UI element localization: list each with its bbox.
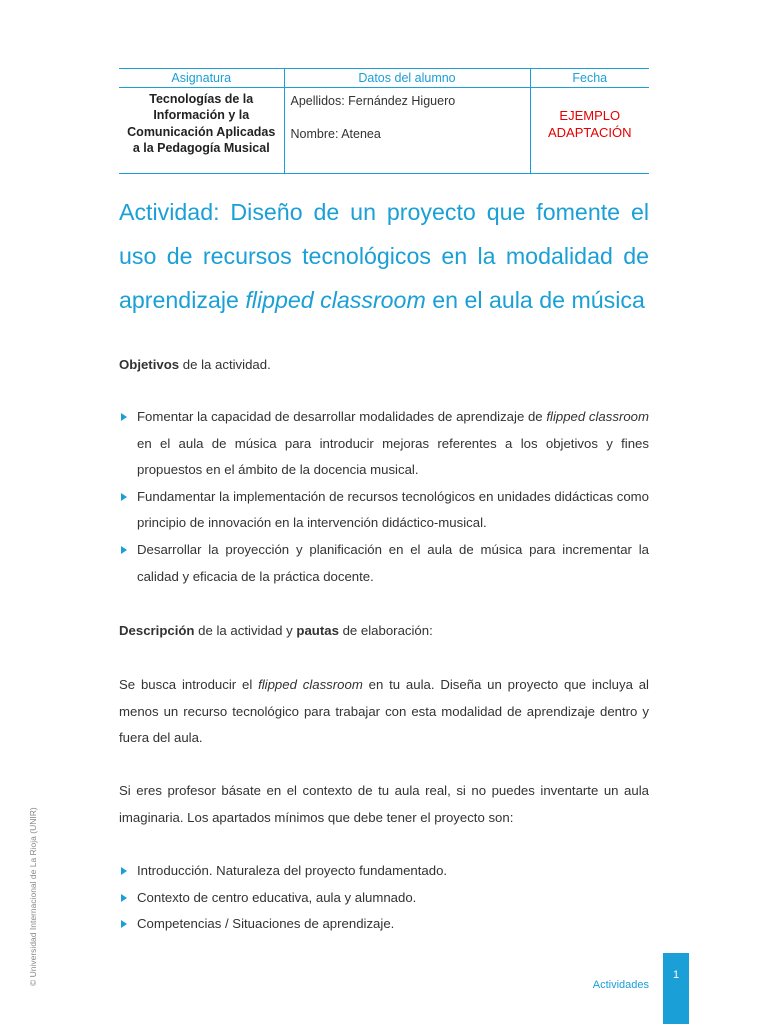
item-text: Fomentar la capacidad de desarrollar modalidades de aprendizaje de xyxy=(137,409,547,424)
title-text: Actividad: Diseño de un proyecto que fomente el uso de recursos tecnológicos en la modalidad de aprendizaje xyxy=(119,199,649,313)
student-cell xyxy=(284,88,530,174)
date-line: ADAPTACIÓN xyxy=(547,125,632,140)
activity-title xyxy=(119,190,649,322)
list-item xyxy=(119,885,649,912)
subject-line: Información y la xyxy=(153,108,250,123)
objectives-heading-bold: Objetivos xyxy=(119,357,180,372)
date-line: EJEMPLO xyxy=(559,108,621,123)
para-text: en tu aula. Diseña un proyecto que incluya al menos un recurso tecnológico para trabajar con esta modalidad de aprendizaje dentro y fuera del aula. xyxy=(119,677,649,746)
description-text: de elaboración: xyxy=(338,623,433,638)
header-col-subject: Asignatura xyxy=(119,69,284,88)
list-item xyxy=(119,537,649,590)
sections-list xyxy=(119,858,649,938)
description-bold: pautas xyxy=(296,623,339,638)
page-number: 1 xyxy=(672,969,680,981)
description-heading xyxy=(119,621,649,641)
objectives-heading xyxy=(119,355,649,375)
list-item xyxy=(119,404,649,484)
para-text: Se busca introducir el xyxy=(119,677,259,692)
title-italic: flipped classroom xyxy=(245,287,426,313)
footer-label: Actividades xyxy=(592,979,649,991)
item-italic: flipped classroom xyxy=(546,409,649,424)
intro-paragraph xyxy=(119,672,649,752)
item-text: Fundamentar la implementación de recursos tecnológicos en unidades didácticas como principio de innovación en la intervención didáctico-musical. xyxy=(137,488,649,531)
list-item xyxy=(119,484,649,537)
list-item xyxy=(119,911,649,938)
para-italic: flipped classroom xyxy=(258,677,363,692)
objectives-list xyxy=(119,404,649,590)
header-table xyxy=(119,68,649,174)
item-text: Introducción. Naturaleza del proyecto fundamentado. xyxy=(137,863,448,878)
date-cell xyxy=(530,88,649,174)
student-name: Nombre: Atenea xyxy=(290,127,381,141)
subject-line: Comunicación Aplicadas xyxy=(127,124,276,139)
header-col-student: Datos del alumno xyxy=(284,69,530,88)
description-text: de la actividad y xyxy=(194,623,297,638)
item-text: en el aula de música para introducir mejoras referentes a los objetivos y fines propuestos en el ámbito de la docencia musical. xyxy=(137,435,649,478)
bullet-triangle-icon xyxy=(121,920,127,928)
list-item xyxy=(119,858,649,885)
header-col-date: Fecha xyxy=(530,69,649,88)
bullet-triangle-icon xyxy=(121,894,127,902)
bullet-triangle-icon xyxy=(121,493,127,501)
item-text: Competencias / Situaciones de aprendizaje. xyxy=(137,916,395,932)
subject-line: a la Pedagogía Musical xyxy=(132,140,270,155)
description-bold: Descripción xyxy=(119,623,195,638)
bullet-triangle-icon xyxy=(121,867,127,875)
bullet-triangle-icon xyxy=(121,546,127,554)
student-surname: Apellidos: Fernández Higuero xyxy=(290,94,456,108)
bullet-triangle-icon xyxy=(121,413,127,421)
page-number-tab xyxy=(663,953,689,1024)
item-text: Contexto de centro educativa, aula y alumnado. xyxy=(137,889,417,905)
objectives-heading-rest: de la actividad. xyxy=(179,357,271,372)
subject-cell xyxy=(119,88,284,174)
subject-line: Tecnologías de la xyxy=(149,92,254,106)
context-paragraph: Si eres profesor básate en el contexto de tu aula real, si no puedes inventarte un aula imaginaria. Los apartados mínimos que debe tener el proyecto son: xyxy=(119,783,649,825)
item-text: Desarrollar la proyección y planificación en el aula de música para incrementar la calidad y eficacia de la práctica docente. xyxy=(137,541,649,584)
title-text-end: en el aula de música xyxy=(425,287,645,313)
copyright-sidebar: © Universidad Internacional de La Rioja (UNIR) xyxy=(28,807,38,986)
